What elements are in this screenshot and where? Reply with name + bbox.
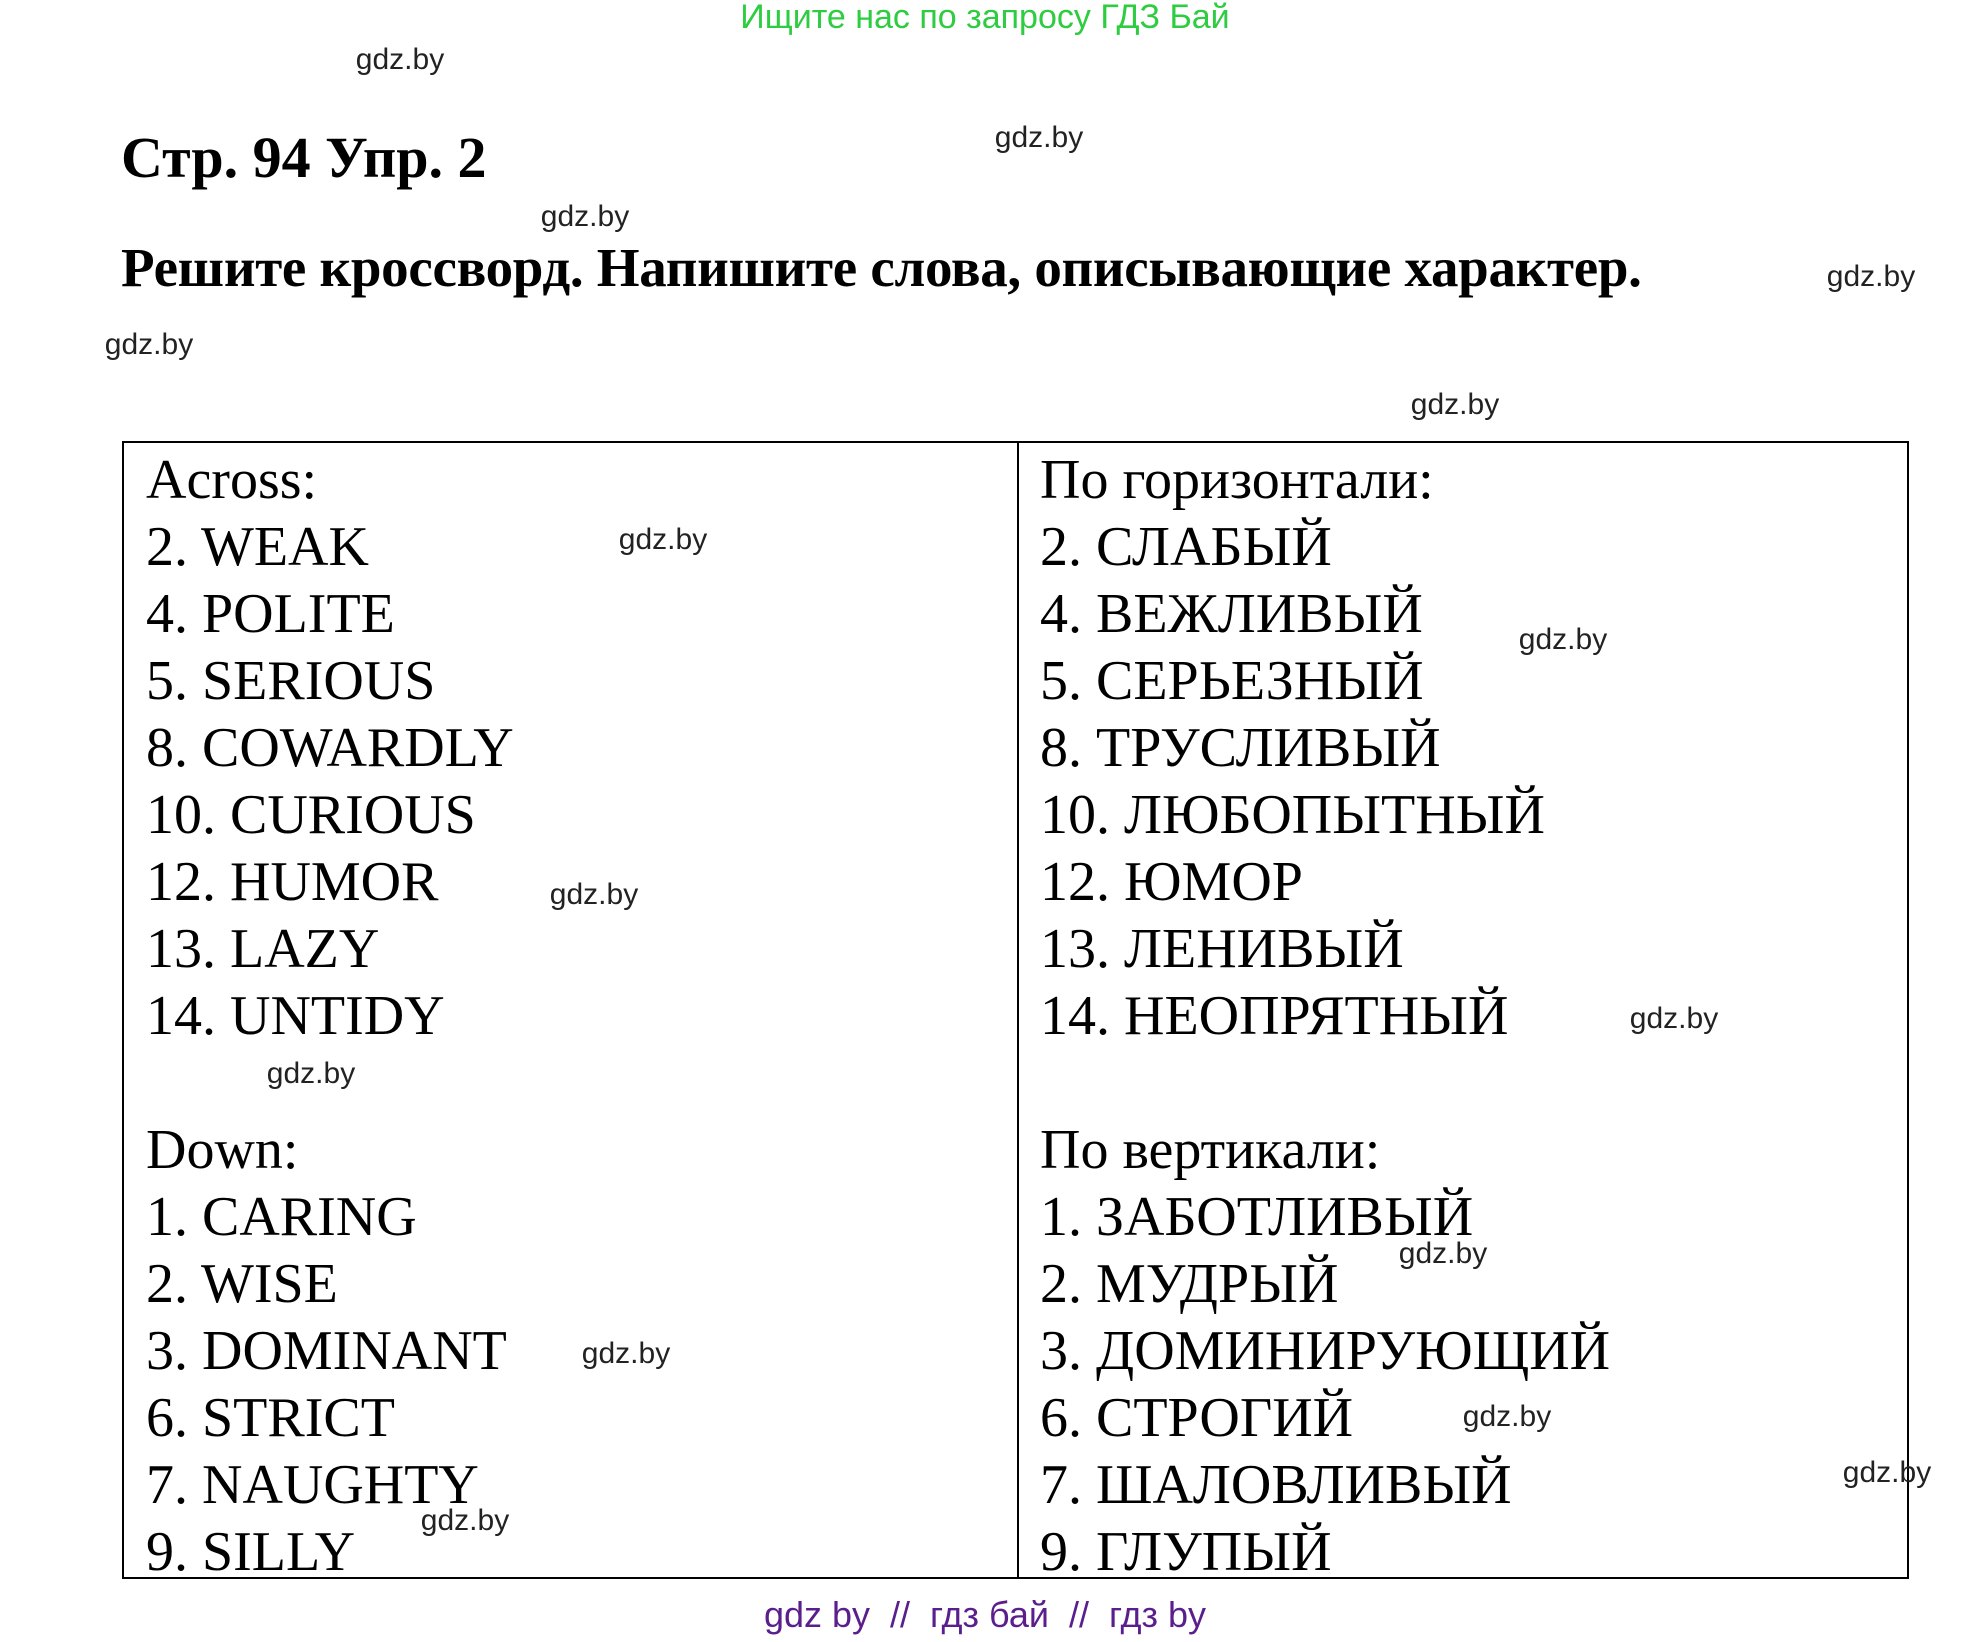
watermark: gdz.by — [266, 1057, 356, 1090]
watermark: gdz.by — [1462, 1400, 1552, 1433]
watermark: gdz.by — [581, 1337, 671, 1370]
watermark: gdz.by — [549, 878, 639, 911]
list-item: 2. СЛАБЫЙ — [1040, 516, 1332, 578]
list-item: 2. WISE — [146, 1253, 338, 1315]
watermark: gdz.by — [1410, 388, 1500, 421]
list-item: 10. ЛЮБОПЫТНЫЙ — [1040, 784, 1545, 846]
watermark: gdz.by — [1842, 1456, 1932, 1489]
list-item: 1. ЗАБОТЛИВЫЙ — [1040, 1186, 1474, 1248]
watermark: gdz.by — [1826, 260, 1916, 293]
across-header: Across: — [146, 449, 318, 511]
list-item: 2. МУДРЫЙ — [1040, 1253, 1339, 1315]
list-item: 14. НЕОПРЯТНЫЙ — [1040, 985, 1509, 1047]
list-item: 12. HUMOR — [146, 851, 439, 913]
footer-links[interactable]: gdz by // гдз бай // гдз by — [763, 1594, 1207, 1635]
watermark: gdz.by — [1629, 1002, 1719, 1035]
promo-banner[interactable]: Ищите нас по запросу ГДЗ Бай — [740, 0, 1230, 36]
english-column — [124, 443, 1019, 1583]
down-header: Down: — [146, 1119, 299, 1181]
watermark: gdz.by — [355, 43, 445, 76]
list-item: 13. ЛЕНИВЫЙ — [1040, 918, 1404, 980]
watermark: gdz.by — [994, 121, 1084, 154]
list-item: 8. COWARDLY — [146, 717, 514, 779]
list-item: 3. DOMINANT — [146, 1320, 507, 1382]
list-item: 2. WEAK — [146, 516, 369, 578]
list-item: 10. CURIOUS — [146, 784, 476, 846]
watermark: gdz.by — [540, 200, 630, 233]
watermark: gdz.by — [1518, 623, 1608, 656]
list-item: 5. СЕРЬЕЗНЫЙ — [1040, 650, 1424, 712]
watermark: gdz.by — [1398, 1237, 1488, 1270]
list-item: 5. SERIOUS — [146, 650, 436, 712]
list-item: 4. POLITE — [146, 583, 395, 645]
down-header-ru: По вертикали: — [1040, 1119, 1381, 1181]
task-instruction: Решите кроссворд. Напишите слова, описывающие характер. — [121, 237, 1642, 298]
watermark: gdz.by — [420, 1504, 510, 1537]
list-item: 8. ТРУСЛИВЫЙ — [1040, 717, 1441, 779]
list-item: 13. LAZY — [146, 918, 380, 980]
list-item: 7. ШАЛОВЛИВЫЙ — [1040, 1454, 1512, 1516]
list-item: 6. СТРОГИЙ — [1040, 1387, 1354, 1449]
list-item: 14. UNTIDY — [146, 985, 445, 1047]
list-item: 6. STRICT — [146, 1387, 395, 1449]
list-item: 7. NAUGHTY — [146, 1454, 479, 1516]
page-title: Стр. 94 Упр. 2 — [121, 125, 487, 190]
list-item: 3. ДОМИНИРУЮЩИЙ — [1040, 1320, 1611, 1382]
spacer — [1040, 1050, 1907, 1117]
list-item: 9. ГЛУПЫЙ — [1040, 1521, 1332, 1583]
list-item: 12. ЮМОР — [1040, 851, 1303, 913]
watermark: gdz.by — [618, 523, 708, 556]
list-item: 4. ВЕЖЛИВЫЙ — [1040, 583, 1423, 645]
list-item: 1. CARING — [146, 1186, 417, 1248]
watermark: gdz.by — [104, 328, 194, 361]
list-item: 9. SILLY — [146, 1521, 356, 1583]
across-header-ru: По горизонтали: — [1040, 449, 1434, 511]
